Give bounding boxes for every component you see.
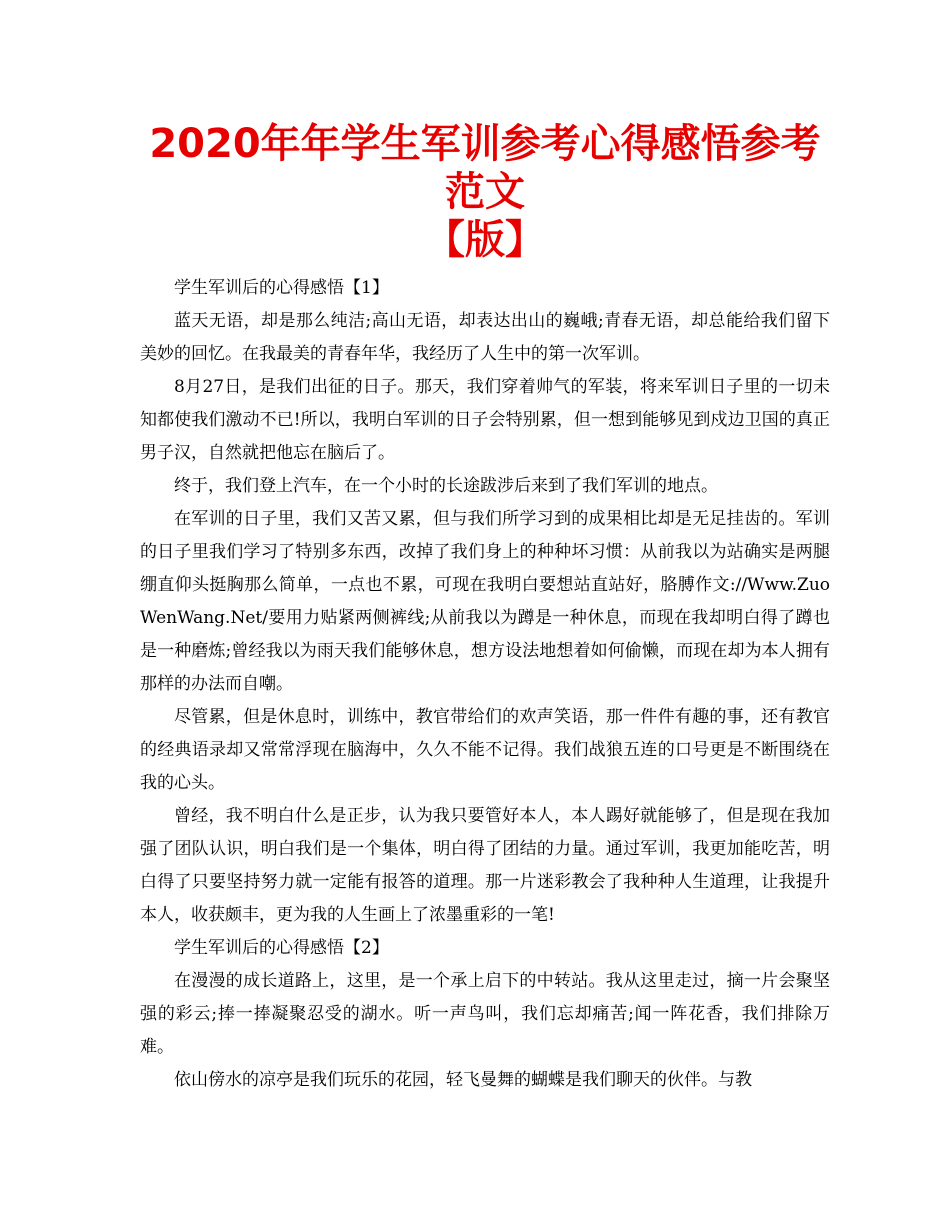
document-title: 2020年年学生军训参考心得感悟参考范文 【版】 xyxy=(149,121,821,263)
section-heading: 学生军训后的心得感悟【1】 xyxy=(174,278,389,298)
section-heading: 学生军训后的心得感悟【2】 xyxy=(174,938,389,958)
paragraph: 在军训的日子里，我们又苦又累，但与我们所学习到的成果相比却是无足挂齿的。军训的日子里我们学习了特别多东西，改掉了我们身上的种种坏习惯：从前我以为站确实是两腿绷直仰头挺胸那么简单，一点也不累，可现在我明白要想站直站好，胳膊作文://Www.ZuoWenWang.Net/要用力贴紧两侧裤线;从前我以为蹲是一种休息，而现在我却明白得了蹲也是一种磨炼;曾经我以为雨天我们能够休息，想方设法地想着如何偷懒，而现在却为本人拥有那样的办法而自嘲。 xyxy=(140,509,830,694)
document-body xyxy=(140,272,830,1097)
paragraph: 蓝天无语，却是那么纯洁;高山无语，却表达出山的巍峨;青春无语，却总能给我们留下美妙的回忆。在我最美的青春年华，我经历了人生中的第一次军训。 xyxy=(140,311,830,364)
paragraph: 曾经，我不明白什么是正步，认为我只要管好本人，本人踢好就能够了，但是现在我加强了团队认识，明白我们是一个集体，明白得了团结的力量。通过军训，我更加能吃苦，明白得了只要坚持努力就一定能有报答的道理。那一片迷彩教会了我种种人生道理，让我提升本人，收获颇丰，更为我的人生画上了浓墨重彩的一笔! xyxy=(140,806,830,925)
paragraph: 8月27日，是我们出征的日子。那天，我们穿着帅气的军装，将来军训日子里的一切未知都使我们激动不已!所以，我明白军训的日子会特别累，但一想到能够见到戍边卫国的真正男子汉，自然就把他忘在脑后了。 xyxy=(140,377,830,463)
paragraph: 依山傍水的凉亭是我们玩乐的花园，轻飞曼舞的蝴蝶是我们聊天的伙伴。与教 xyxy=(174,1070,752,1090)
paragraph: 在漫漫的成长道路上，这里，是一个承上启下的中转站。我从这里走过，摘一片会聚坚强的彩云;捧一捧凝聚忍受的湖水。听一声鸟叫，我们忘却痛苦;闻一阵花香，我们排除万难。 xyxy=(140,971,830,1057)
paragraph: 终于，我们登上汽车，在一个小时的长途跋涉后来到了我们军训的地点。 xyxy=(174,476,718,496)
paragraph: 尽管累，但是休息时，训练中，教官带给们的欢声笑语，那一件件有趣的事，还有教官的经典语录却又常常浮现在脑海中，久久不能不记得。我们战狼五连的口号更是不断围绕在我的心头。 xyxy=(140,707,830,793)
